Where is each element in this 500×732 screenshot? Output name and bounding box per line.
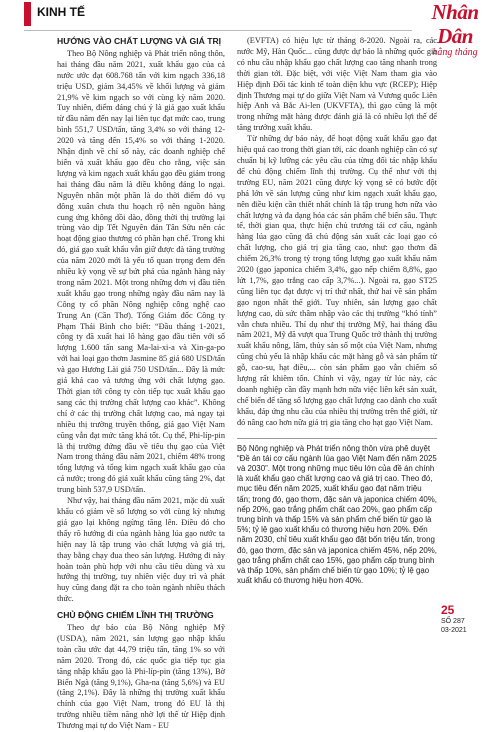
left-column [57, 36, 225, 732]
right-column [237, 36, 437, 586]
paragraph: Theo dự báo của Bộ Nông nghiệp Mỹ (USDA), năm 2021, sản lượng gạo nhập khẩu toàn cầu ước đạt 44,79 triệu tấn, tăng 1% so với năm 2020. Trong đó, các quốc gia tiếp tục gia tăng nhập khẩu gạo là Phi-líp-pin (tăng 13%), Bờ Biển Ngà (tăng 9,1%), Gha-na (tăng 5,6%) và EU (tăng 2,1%). Đây là những thị trường xuất khẩu chính của gạo Việt Nam, trong đó EU là thị trường nhiều tiềm năng nhờ lợi thế từ Hiệp định Thương mại tự do Việt Nam - EU [57, 623, 225, 731]
issue-number: SỐ 287 [441, 618, 465, 625]
paragraph: Như vậy, hai tháng đầu năm 2021, mặc dù xuất khẩu có giảm về số lượng so với cùng kỳ nhưng giá gạo lại không ngừng tăng lên. Điều đó cho thấy rõ hướng đi của ngành hàng lúa gạo nước ta hiện nay là tập trung vào chất lượng và giá trị, thay bằng chạy đua theo sản lượng. Hướng đi này hoàn toàn phù hợp với nhu cầu tiêu dùng và xu hướng thị trường, tuy nhiên việc duy trì và phát huy cũng đang đặt ra cho toàn ngành nhiều thách thức. [57, 496, 225, 604]
section-heading: CHỦ ĐỘNG CHIẾM LĨNH THỊ TRƯỜNG [57, 610, 214, 621]
page-number: 25 [441, 603, 455, 617]
paragraph: Từ những dự báo này, để hoạt động xuất khẩu gạo đạt hiệu quả cao trong thời gian tới, các doanh nghiệp cần có sự chuẩn bị kỹ lưỡng các yêu cầu của từng đối tác nhập khẩu để chủ động chiếm lĩnh thị trường. Cụ thể như với thị trường EU, năm 2021 cũng được kỳ vọng sẽ có bước đột phá lớn về sản lượng cũng như kim ngạch xuất khẩu gạo, nên điều kiện cần thiết nhất chính là tập trung hơn nữa vào chất lượng và đa dạng hóa các sản phẩm chế biến sâu. Thực tế, thời gian qua, thực hiện chủ trương tái cơ cấu, ngành hàng lúa gạo cũng đã chủ động sản xuất các loại gạo có chất lượng, cho giá trị gia tăng cao, như: gạo thơm đã chiếm 26,3% trong tỷ trọng tổng lượng gạo xuất khẩu năm 2020 (gạo japonica chiếm 3,4%, gạo nếp chiếm 8,8%, gạo lứt 1,7%, gạo trắng cao cấp 3,7%...). Ngoài ra, gạo ST25 cũng liên tục đạt được vị trí thứ nhất, thứ hai về sản phẩm gạo ngon nhất thế giới. Tuy nhiên, sản lượng gạo chất lượng cao, dù sức thâm nhập vào các thị trường “khó tính” vẫn chưa nhiều. Thí dụ như thị trường Mỹ, hai tháng đầu năm 2021, Mỹ đã vượt qua Trung Quốc trở thành thị trường xuất khẩu nông, lâm, thủy sản số một của Việt Nam, nhưng cũng chủ yếu là nhập khẩu các mặt hàng gỗ và sản phẩm từ gỗ, cao-su, hạt điều,... còn sản phẩm gạo vẫn chiếm số lượng rất khiêm tốn. Chính vì vậy, ngay từ lúc này, các doanh nghiệp cần đầy mạnh hơn nữa việc liên kết sản xuất, chế biến để tăng số lượng gạo chất lượng cao dành cho xuất khẩu, đáp ứng nhu cầu của nhiều thị trường trên thế giới, từ đó nâng cao hơn nữa giá trị gia tăng cho hạt gạo Việt Nam. [237, 134, 437, 427]
section-label: KINH TẾ [37, 5, 85, 19]
paragraph: Theo Bộ Nông nghiệp và Phát triển nông thôn, hai tháng đầu năm 2021, xuất khẩu gạo của cả nước ước đạt 608.768 tấn với kim ngạch 336,18 triệu USD, giảm 34,45% về khối lượng và giảm 21,9% về kim ngạch so với cùng kỳ năm 2020. Tuy nhiên, điểm đáng chú ý là giá gạo xuất khẩu từ đầu năm đến nay lại liên tục đạt mức cao, trung bình 551,7 USD/tấn, tăng 3,4% so với tháng 12-2020 và tăng đến 15,4% so với tháng 1-2020. Nhận định về chỉ số này, các doanh nghiệp chế biến và xuất khẩu gạo đều cho rằng, việc sản lượng và kim ngạch xuất khẩu gạo đều giảm trong hai tháng đầu năm là điều không đáng lo ngại. Nguyên nhân một phần là do thời điểm đó vụ đông xuân chưa thu hoạch rộ nên nguồn hàng cung ứng không dồi dào, đồng thời thị trường lại trùng vào dịp Tết Nguyên đán Tân Sửu nên các hoạt động giao thương có phần hạn chế. Trong khi đó, giá gạo xuất khẩu vẫn giữ được đà tăng trưởng của năm 2020 mới là yếu tố quan trọng đem đến nhiều kỳ vọng về sự bứt phá của ngành hàng này trong năm 2021. Một trong những đơn vị đầu tiên xuất khẩu gạo trong những ngày đầu năm nay là Công ty cổ phần Nông nghiệp công nghệ cao Trung An (Cần Thơ). Tổng Giám đốc Công ty Phạm Thái Bình cho biết: “Đầu tháng 1-2021, công ty đã xuất hai lô hàng gạo đầu tiên với số lượng 1.600 tấn sang Ma-lai-xi-a và Xin-ga-po với hai loại gạo thơm Jasmine 85 giá 680 USD/tấn và gạo Hương Lài giá 750 USD/tấn... Đây là mức giá khá cao và tương ứng với chất lượng gạo. Thời gian tới công ty còn tiếp tục xuất khẩu gạo sang các thị trường chất lượng cao khác”. Không chỉ ở các thị trường chất lượng cao, mà ngay tại nhiều thị trường truyền thống, giá gạo Việt Nam cũng vẫn đạt mức tăng khá tốt. Cụ thể, Phi-líp-pin là thị trường đứng đầu về tiêu thụ gạo của Việt Nam trong tháng đầu năm 2021, chiếm 48% trong tổng lượng và tổng kim ngạch xuất khẩu gạo của cả nước; trong đó giá xuất khẩu cũng tăng 2%, đạt trung bình 537,9 USD/tấn. [57, 48, 226, 495]
header-divider [24, 30, 412, 31]
issue-date: 03-2021 [441, 627, 467, 634]
section-marker [24, 2, 31, 26]
issue-info [441, 617, 467, 635]
logo-main-text: Nhân Dân [431, 0, 479, 48]
highlight-box: Bộ Nông nghiệp và Phát triển nông thôn vừa phê duyệt “Đề án tái cơ cấu ngành lúa gạo Việt Nam đến năm 2025 và 2030”. Một trong những mục tiêu lớn của đề án chính là xuất khẩu gạo chất lượng cao và giá trị cao. Theo đó, mục tiêu đến năm 2025, xuất khẩu gạo đạt năm triệu tấn; trong đó, gạo thơm, đặc sản và japonica chiếm 40%, nếp 20%, gạo trắng phẩm chất cao 20%, gạo phẩm cấp trung bình và thấp 15% và sản phẩm chế biến từ gạo là 5%; tỷ lệ gạo xuất khẩu có thương hiệu hơn 20%. Đến năm 2030, chỉ tiêu xuất khẩu gạo đặt bốn triệu tấn, trong đó, gạo thơm, đặc sản và japonica chiếm 45%, nếp 20%, gạo trắng phẩm chất cao 15%, gạo phẩm cấp trung bình và thấp 10%, sản phẩm chế biến từ gạo 10%; tỷ lệ gạo xuất khẩu có thương hiệu hơn 40%. [237, 438, 437, 587]
logo-sub-text: hằng tháng [432, 47, 478, 58]
section-heading: HƯỚNG VÀO CHẤT LƯỢNG VÀ GIÁ TRỊ [57, 36, 222, 46]
paragraph: (EVFTA) có hiệu lực từ tháng 8-2020. Ngoài ra, các nước Mỹ, Hàn Quốc... cũng được dự báo là những quốc gia có nhu cầu nhập khẩu gạo chất lượng cao tăng nhanh trong thời gian tới. Đặc biệt, với việc Việt Nam tham gia vào Hiệp định Đối tác kinh tế toàn diện khu vực (RCEP); Hiệp định Thương mại tự do giữa Việt Nam và Vương quốc Liên hiệp Anh và Bắc Ai-len (UKVFTA), thì gạo cũng là một trong những mặt hàng được đánh giá là có nhiều lợi thế để tăng trưởng xuất khẩu. [237, 36, 437, 133]
